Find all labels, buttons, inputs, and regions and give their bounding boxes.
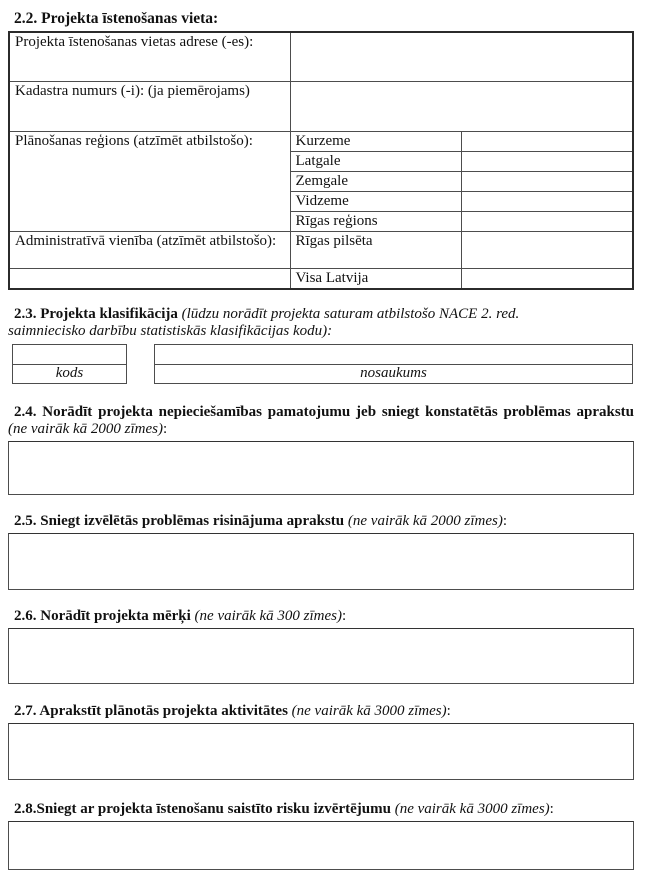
address-label: Projekta īstenošanas vietas adrese (-es):: [9, 32, 290, 81]
region-checkbox-rigas-regions[interactable]: [462, 211, 634, 231]
admin-unit-empty-cell: [9, 268, 290, 289]
region-option-kurzeme: Kurzeme: [290, 131, 462, 151]
section-2-2-heading: 2.2. Projekta īstenošanas vieta:: [14, 10, 219, 27]
section-2-3-heading: 2.3. Projekta klasifikācija (lūdzu norādīt projekta saturam atbilstošo NACE 2. red. saimniecisko darbību statistiskās klasifikācijas kodu):: [8, 305, 520, 339]
cadastre-input-cell[interactable]: [290, 81, 633, 131]
section-2-7-heading: 2.7. Aprakstīt plānotās projekta aktivitātes (ne vairāk kā 3000 zīmes):: [14, 702, 451, 719]
code-input-cell[interactable]: [13, 344, 127, 364]
code-table: [12, 344, 127, 384]
admin-option-visa-latvija: Visa Latvija: [290, 268, 462, 289]
table-row: [9, 268, 633, 289]
table-row: [9, 131, 633, 151]
table-row: [155, 344, 633, 364]
region-checkbox-zemgale[interactable]: [462, 171, 634, 191]
table-row: [9, 231, 633, 268]
implementation-location-table: [8, 31, 634, 290]
planning-region-label: Plānošanas reģions (atzīmēt atbilstošo):: [9, 131, 290, 231]
section-2-8-heading: 2.8.Sniegt ar projekta īstenošanu saistīto risku izvērtējumu (ne vairāk kā 3000 zīmes):: [14, 800, 554, 817]
problem-description-input[interactable]: [8, 441, 634, 495]
admin-unit-label: Administratīvā vienība (atzīmēt atbilstošo):: [9, 231, 290, 268]
section-2-5-heading: 2.5. Sniegt izvēlētās problēmas risinājuma aprakstu (ne vairāk kā 2000 zīmes):: [14, 512, 508, 529]
project-goal-input[interactable]: [8, 628, 634, 684]
planned-activities-input[interactable]: [8, 723, 634, 780]
solution-description-input[interactable]: [8, 533, 634, 590]
admin-checkbox-visa-latvija[interactable]: [462, 268, 634, 289]
code-label: kods: [13, 364, 127, 383]
region-option-vidzeme: Vidzeme: [290, 191, 462, 211]
table-row: [9, 81, 633, 131]
classification-tables: [12, 344, 634, 384]
address-input-cell[interactable]: [290, 32, 633, 81]
name-table: [154, 344, 633, 384]
table-row: [13, 364, 127, 383]
cadastre-label: Kadastra numurs (-i): (ja piemērojams): [9, 81, 290, 131]
name-label: nosaukums: [155, 364, 633, 383]
name-input-cell[interactable]: [155, 344, 633, 364]
region-checkbox-vidzeme[interactable]: [462, 191, 634, 211]
region-checkbox-latgale[interactable]: [462, 151, 634, 171]
section-2-6-heading: 2.6. Norādīt projekta mērķi (ne vairāk kā 300 zīmes):: [14, 607, 347, 624]
region-checkbox-kurzeme[interactable]: [462, 131, 634, 151]
risk-evaluation-input[interactable]: [8, 821, 634, 870]
region-option-latgale: Latgale: [290, 151, 462, 171]
region-option-rigas-regions: Rīgas reģions: [290, 211, 462, 231]
region-option-zemgale: Zemgale: [290, 171, 462, 191]
admin-option-rigas-pilseta: Rīgas pilsēta: [290, 231, 462, 268]
section-2-4-heading: 2.4. Norādīt projekta nepieciešamības pamatojumu jeb sniegt konstatētās problēmas aprakstu (ne vairāk kā 2000 zīmes):: [8, 403, 634, 437]
admin-checkbox-rigas-pilseta[interactable]: [462, 231, 634, 268]
table-row: [9, 32, 633, 81]
table-row: [155, 364, 633, 383]
table-row: [13, 344, 127, 364]
